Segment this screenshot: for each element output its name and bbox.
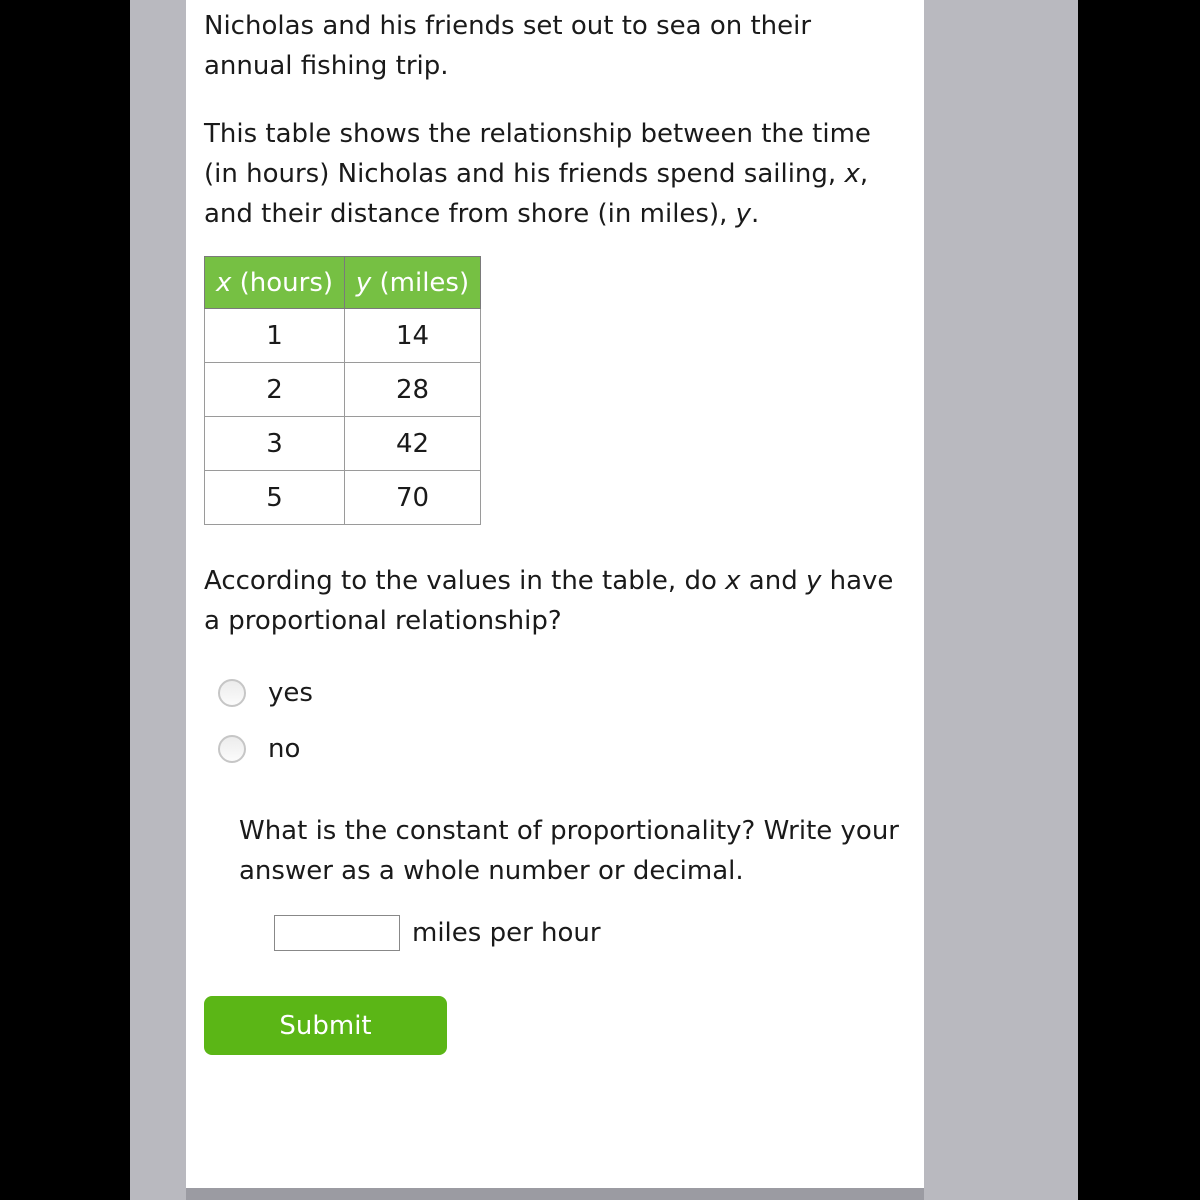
cell-x: 5 xyxy=(205,471,345,525)
description-text xyxy=(204,114,904,234)
table-row xyxy=(205,363,481,417)
table-header-y xyxy=(345,257,481,309)
left-gray-gutter xyxy=(130,0,186,1200)
left-black-bar xyxy=(0,0,130,1200)
horizontal-scrollbar[interactable] xyxy=(186,1188,924,1200)
table-header-row xyxy=(205,257,481,309)
option-no[interactable] xyxy=(218,727,906,771)
header-x-unit: (hours) xyxy=(231,267,334,298)
table-header-x xyxy=(205,257,345,309)
variable-x: x xyxy=(844,159,860,189)
description-part1: This table shows the relationship between the time (in hours) Nicholas and his friends spend sailing, xyxy=(204,119,871,189)
option-yes-label[interactable]: yes xyxy=(268,678,313,708)
cell-y: 70 xyxy=(345,471,481,525)
question-part3: have a proportional relationship? xyxy=(204,566,894,636)
question-variable-x: x xyxy=(725,566,741,596)
answer-row xyxy=(274,915,906,951)
cell-x: 2 xyxy=(205,363,345,417)
answer-options xyxy=(218,671,906,771)
answer-input[interactable] xyxy=(274,915,400,951)
cell-y: 28 xyxy=(345,363,481,417)
cell-y: 42 xyxy=(345,417,481,471)
right-gray-gutter xyxy=(924,0,1078,1200)
option-yes[interactable] xyxy=(218,671,906,715)
radio-button-no[interactable] xyxy=(218,735,246,763)
intro-text: Nicholas and his friends set out to sea on their annual fishing trip. xyxy=(204,11,812,81)
xy-values-table xyxy=(204,256,481,525)
table-row xyxy=(205,417,481,471)
question-part1: According to the values in the table, do xyxy=(204,566,726,596)
description-part3: . xyxy=(751,199,760,229)
cell-x: 1 xyxy=(205,309,345,363)
description-part2: , and their distance from shore (in miles), xyxy=(204,159,869,229)
right-black-bar xyxy=(1078,0,1200,1200)
header-y-unit: (miles) xyxy=(371,267,470,298)
header-x-variable: x xyxy=(215,267,232,298)
table-row xyxy=(205,471,481,525)
cell-y: 14 xyxy=(345,309,481,363)
question-panel xyxy=(186,0,924,1188)
question-variable-y: y xyxy=(805,566,822,596)
submit-button[interactable]: Submit xyxy=(204,996,447,1055)
cell-x: 3 xyxy=(205,417,345,471)
question-text xyxy=(204,561,904,641)
option-no-label[interactable]: no xyxy=(268,734,301,764)
table-row xyxy=(205,309,481,363)
question-part2: and xyxy=(740,566,806,596)
answer-unit-label: miles per hour xyxy=(412,918,601,948)
followup-question-text: What is the constant of proportionality? Write your answer as a whole number or decimal. xyxy=(239,816,899,886)
variable-y: y xyxy=(735,199,752,229)
radio-button-yes[interactable] xyxy=(218,679,246,707)
header-y-variable: y xyxy=(355,267,372,298)
